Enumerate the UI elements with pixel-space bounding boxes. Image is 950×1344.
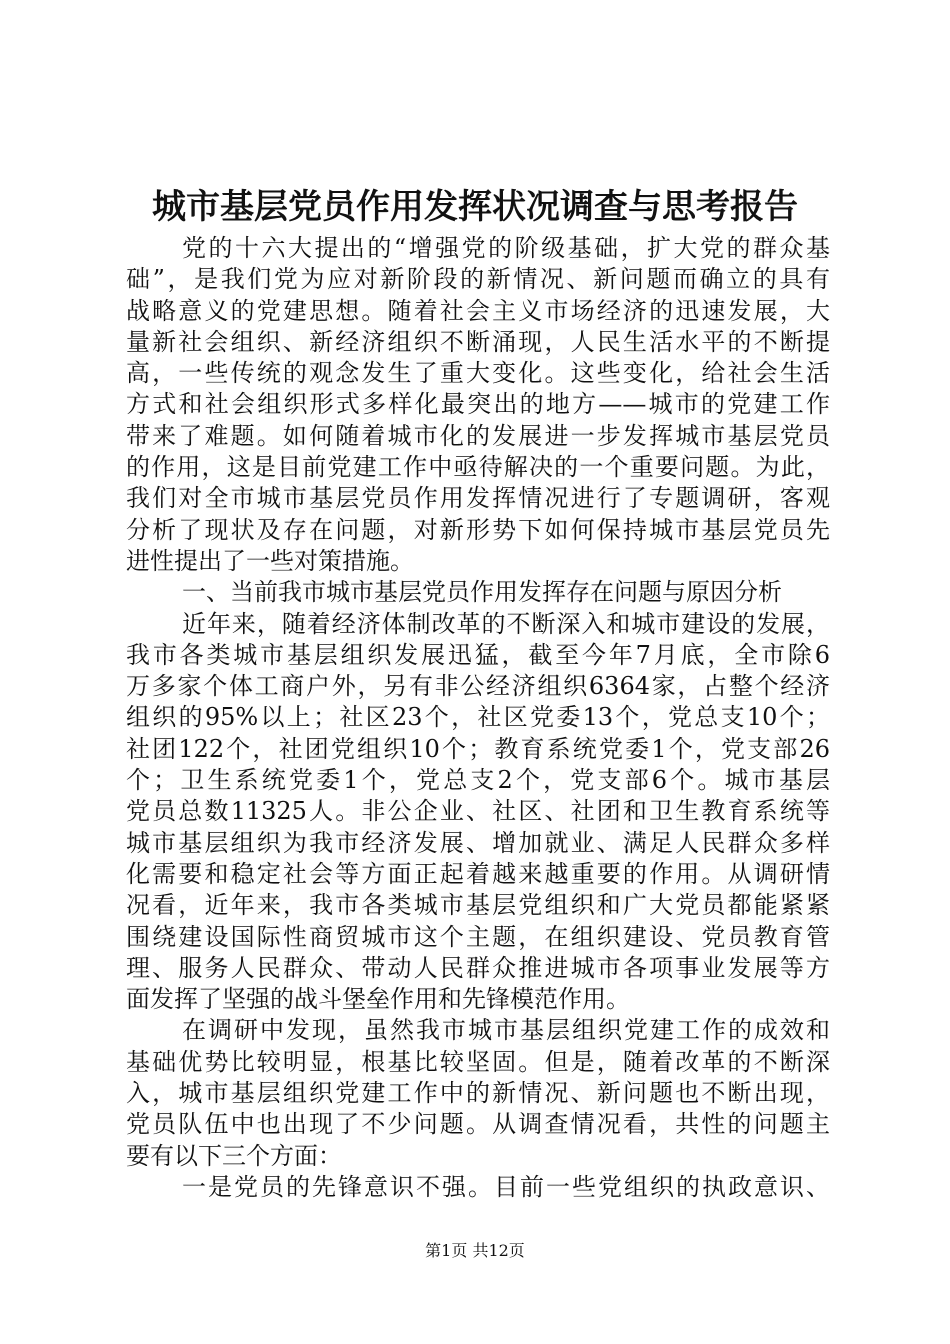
text-line: 战略意义的党建思想。随着社会主义市场经济的迅速发展，大 xyxy=(126,296,830,325)
text-line: 社团122个，社团党组织10个；教育系统党委1个，党支部26 xyxy=(126,734,830,763)
page-footer: 第1页 共12页 xyxy=(425,1241,525,1260)
paragraph-statistics xyxy=(126,609,830,1016)
text-line: 城市基层组织为我市经济发展、增加就业、满足人民群众多样 xyxy=(126,828,830,857)
text-line: 在调研中发现，虽然我市城市基层组织党建工作的成效和 xyxy=(182,1016,830,1045)
text-line: 党员队伍中也出现了不少问题。从调查情况看，共性的问题主 xyxy=(126,1110,830,1139)
text-line: 理、服务人民群众、带动人民群众推进城市各项事业发展等方 xyxy=(126,953,830,982)
text-line: 高，一些传统的观念发生了重大变化。这些变化，给社会生活 xyxy=(126,359,830,388)
text-line: 我市各类城市基层组织发展迅猛，截至今年7月底，全市除6 xyxy=(126,640,830,669)
document-title: 城市基层党员作用发挥状况调查与思考报告 xyxy=(152,187,798,227)
text-line: 况看，近年来，我市各类城市基层党组织和广大党员都能紧紧 xyxy=(126,891,830,920)
document-body xyxy=(126,233,830,1203)
text-line: 量新社会组织、新经济组织不断涌现，人民生活水平的不断提 xyxy=(126,327,830,356)
text-line: 组织的95%以上；社区23个，社区党委13个，党总支10个； xyxy=(126,703,830,732)
text-line: 我们对全市城市基层党员作用发挥情况进行了专题调研，客观 xyxy=(126,484,830,513)
text-line: 带来了难题。如何随着城市化的发展进一步发挥城市基层党员 xyxy=(126,421,830,450)
text-line: 化需要和稳定社会等方面正起着越来越重要的作用。从调研情 xyxy=(126,859,830,888)
text-line: 党员总数11325人。非公企业、社区、社团和卫生教育系统等 xyxy=(126,797,830,826)
text-line: 入，城市基层组织党建工作中的新情况、新问题也不断出现， xyxy=(126,1079,830,1108)
text-line: 党的十六大提出的“增强党的阶级基础，扩大党的群众基 xyxy=(182,234,830,262)
text-line: 要有以下三个方面： xyxy=(126,1141,342,1170)
text-line: 面发挥了坚强的战斗堡垒作用和先锋模范作用。 xyxy=(126,985,630,1014)
paragraph-findings xyxy=(126,1015,830,1171)
paragraph-intro xyxy=(126,233,830,577)
text-line: 一是党员的先锋意识不强。目前一些党组织的执政意识、 xyxy=(182,1172,830,1201)
text-line: 的作用，这是目前党建工作中亟待解决的一个重要问题。为此， xyxy=(126,453,830,482)
text-line: 个；卫生系统党委1个，党总支2个，党支部6个。城市基层 xyxy=(126,766,830,795)
text-line: 围绕建设国际性商贸城市这个主题，在组织建设、党员教育管 xyxy=(126,922,830,951)
text-line: 方式和社会组织形式多样化最突出的地方——城市的党建工作 xyxy=(126,390,830,419)
text-line: 近年来，随着经济体制改革的不断深入和城市建设的发展， xyxy=(182,609,830,638)
section-heading xyxy=(126,577,830,608)
paragraph-point-one xyxy=(126,1172,830,1203)
text-line: 基础优势比较明显，根基比较坚固。但是，随着改革的不断深 xyxy=(126,1047,830,1076)
text-line: 一、当前我市城市基层党员作用发挥存在问题与原因分析 xyxy=(182,578,782,607)
text-line: 础”，是我们党为应对新阶段的新情况、新问题而确立的具有 xyxy=(126,265,830,294)
text-line: 进性提出了一些对策措施。 xyxy=(126,546,414,575)
text-line: 万多家个体工商户外，另有非公经济组织6364家，占整个经济 xyxy=(126,672,830,701)
text-line: 分析了现状及存在问题，对新形势下如何保持城市基层党员先 xyxy=(126,515,830,544)
